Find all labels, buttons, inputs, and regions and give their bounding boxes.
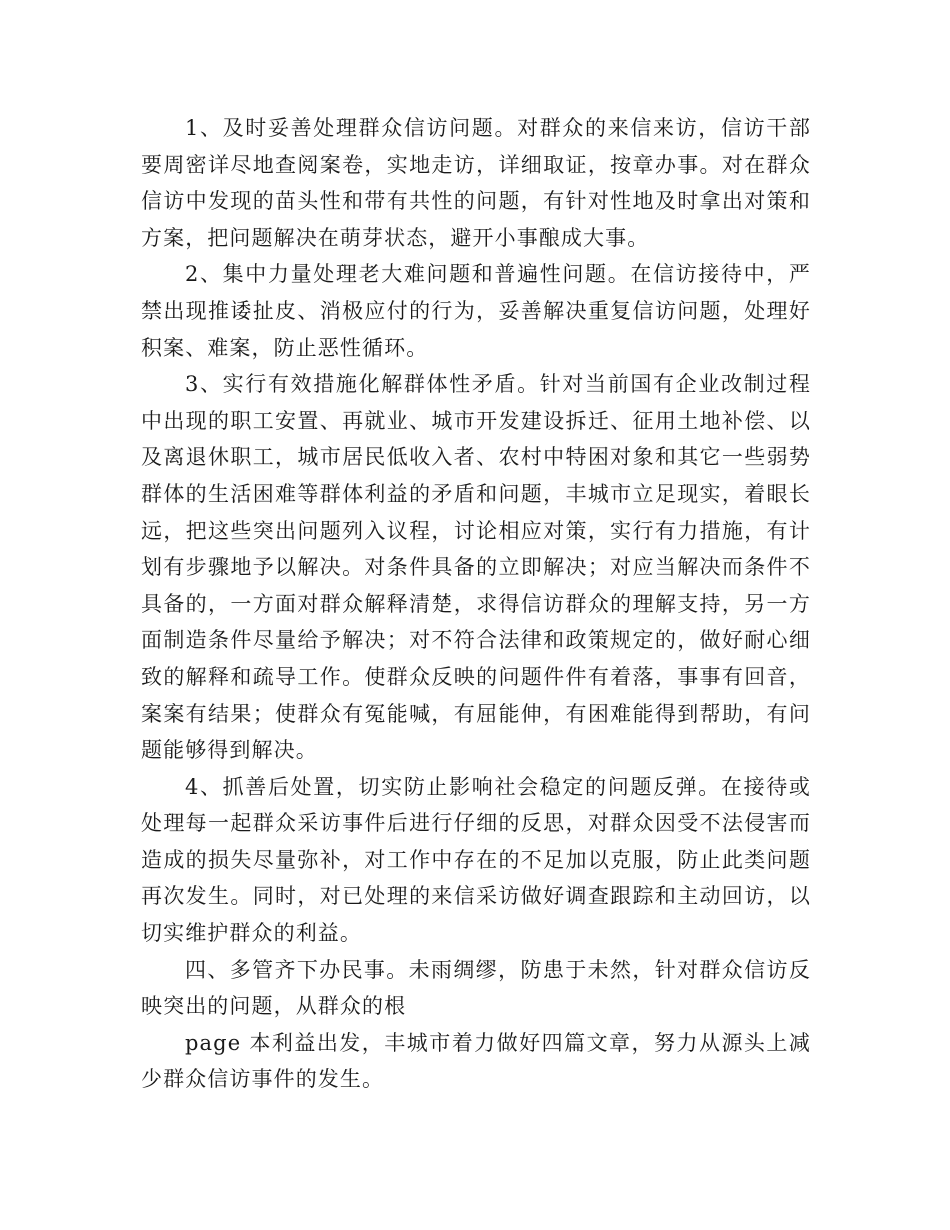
paragraph-4: 4、抓善后处置，切实防止影响社会稳定的问题反弹。在接待或处理每一起群众采访事件后进行仔细的反思，对群众因受不法侵害而造成的损失尽量弥补，对工作中存在的不足加以克服，防止此类问题再次发生。同时，对已处理的来信采访做好调查跟踪和主动回访，以切实维护群众的利益。 [141, 774, 811, 946]
paragraph-6: page 本利益出发，丰城市着力做好四篇文章，努力从源头上减少群众信访事件的发生。 [141, 1030, 811, 1092]
paragraph-3: 3、实行有效措施化解群体性矛盾。针对当前国有企业改制过程中出现的职工安置、再就业、城市开发建设拆迁、征用土地补偿、以及离退休职工，城市居民低收入者、农村中特困对象和其它一些弱势群体的生活困难等群体利益的矛盾和问题，丰城市立足现实，着眼长远，把这些突出问题列入议程，讨论相应对策，实行有力措施，有计划有步骤地予以解决。对条件具备的立即解决；对应当解决而条件不具备的，一方面对群众解释清楚，求得信访群众的理解支持，另一方面制造条件尽量给予解决；对不符合法律和政策规定的，做好耐心细致的解释和疏导工作。使群众反映的问题件件有着落，事事有回音，案案有结果；使群众有冤能喊，有屈能伸，有困难能得到帮助，有问题能够得到解决。 [141, 372, 811, 763]
paragraph-5: 四、多管齐下办民事。未雨绸缪，防患于未然，针对群众信访反映突出的问题，从群众的根 [141, 957, 811, 1019]
document-body [141, 110, 811, 1098]
paragraph-1: 1、及时妥善处理群众信访问题。对群众的来信来访，信访干部要周密详尽地查阅案卷，实地走访，详细取证，按章办事。对在群众信访中发现的苗头性和带有共性的问题，有针对性地及时拿出对策和方案，把问题解决在萌芽状态，避开小事酿成大事。 [141, 116, 811, 250]
paragraph-2: 2、集中力量处理老大难问题和普遍性问题。在信访接待中，严禁出现推诿扯皮、消极应付的行为，妥善解决重复信访问题，处理好积案、难案，防止恶性循环。 [141, 262, 811, 360]
